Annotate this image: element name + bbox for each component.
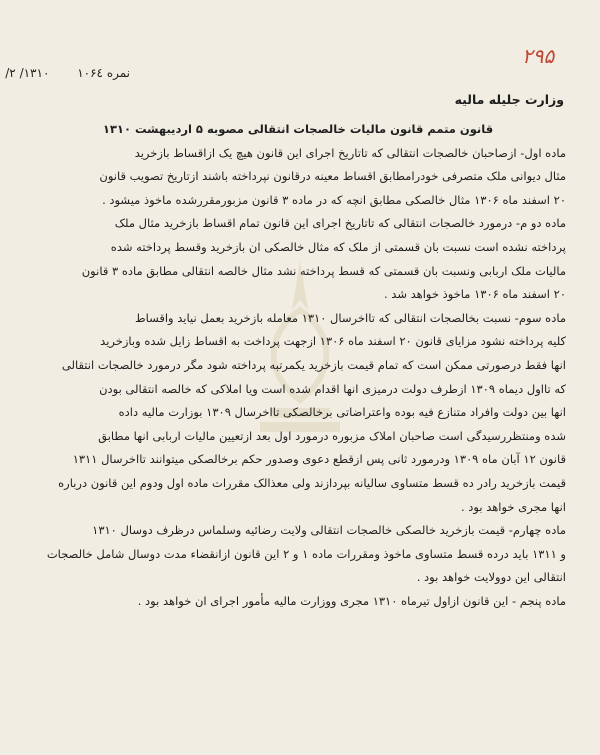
reference-date: ۱۳۱۰/ ۲/ (5, 66, 50, 80)
law-text (30, 118, 566, 613)
text-line: پرداخته نشده است نسبت بان قسمتی از ملک که مثال خالصکی ان بازخرید وقسط پرداخته شده (110, 239, 566, 254)
text-line: قیمت بازخرید رادر ده قسط متساوی سالیانه بپردازند ولی معذالک مقررات ماده اول ودوم این قانون درباره (58, 475, 566, 490)
text-line: مثال دیوانی ملک متصرفی خودرامطابق اقساط معینه درقانون نپرداخته باشند ازتاریخ تصویب قانون (99, 169, 566, 184)
law-articles (30, 142, 566, 614)
text-line: مالیات ملک اربابی ونسبت بان قسمتی که قسط پرداخته نشد مثال خالصه انتقالی مطابق ماده ۳ قانون (81, 263, 566, 278)
margin-handwritten-number: ۲۹۵ (522, 44, 555, 68)
text-line: شده ومنتظررسیدگی است صاحبان املاک مزبوره درمورد اول بعد ازتعیین مالیات اربابی انها مطابق (98, 428, 566, 443)
text-line: انها فقط درصورتی ممکن است که تمام قیمت بازخرید یکمرتبه پرداخته شود مگر درمورد خالصجات انتقالی (61, 357, 566, 372)
text-line: ماده چهارم- قیمت بازخرید خالصکی خالصجات انتقالی ولایت رضائیه وسلماس درظرف دوسال ۱۳۱۰ (92, 523, 566, 538)
text-line: که تااول دیماه ۱۳۰۹ ازطرف دولت درمیزی انها اقدام شده است ویا املاکی که خالصه انتقالی بودن (99, 381, 566, 396)
text-line: انتقالی این دوولایت خواهد بود . (416, 570, 566, 585)
law-title: قانون متمم قانون مالیات خالصجات انتقالی مصوبه ۵ اردیبهشت ۱۳۱۰ (102, 122, 494, 136)
text-line: انها مجری خواهد بود . (460, 499, 566, 514)
addressee-heading: وزارت جلیله مالیه (454, 92, 564, 107)
text-line: ۲۰ اسفند ماه ۱۳۰۶ ماخوذ خواهد شد . (383, 287, 566, 302)
text-line: ماده اول- ازصاحبان خالصجات انتقالی که تاتاریخ اجرای این قانون هیچ یک ازاقساط بازخرید (134, 145, 566, 160)
text-line: قانون ۱۲ آبان ماه ۱۳۰۹ ودرمورد ثانی پس ازقطع دعوی وصدور حکم برخالصکی میتوانند تااخرسال ۱۳۱۱ (72, 452, 566, 467)
text-line: ماده سوم- نسبت بخالصجات انتقالی که تااخرسال ۱۳۱۰ معامله بازخرید بعمل نیاید واقساط (134, 310, 566, 325)
text-line: ماده دو م- درمورد خالصجات انتقالی که تاتاریخ اجرای این قانون تمام اقساط بازخرید مثال ملک (114, 216, 566, 231)
text-line: و ۱۳۱۱ باید درده قسط متساوی ماخوذ ومقررات ماده ۱ و ۲ این قانون ازانقضاء مدت دوسال شامل خالصجات (46, 546, 566, 561)
reference-line (0, 66, 130, 80)
text-line: ۲۰ اسفند ماه ۱۳۰۶ مثال خالصکی مطابق انچه که در ماده ۳ قانون مزبورمقررشده ماخوذ میشود . (102, 192, 566, 207)
reference-number: نمره ۱۰۶٤ (77, 66, 130, 80)
text-line: کلیه پرداخته نشود مزایای قانون ۲۰ اسفند ماه ۱۳۰۶ ازجهت پرداخت به اقساط زایل شده وبازخرید (100, 334, 566, 349)
text-line: ماده پنجم - این قانون ازاول تیرماه ۱۳۱۰ مجری ووزارت مالیه مأمور اجرای ان خواهد بود . (137, 593, 566, 608)
text-line: انها بین دولت وافراد متنازع فیه بوده واعتراضاتی برخالصکی تااخرسال ۱۳۰۹ بوزارت مالیه داده (118, 405, 566, 420)
